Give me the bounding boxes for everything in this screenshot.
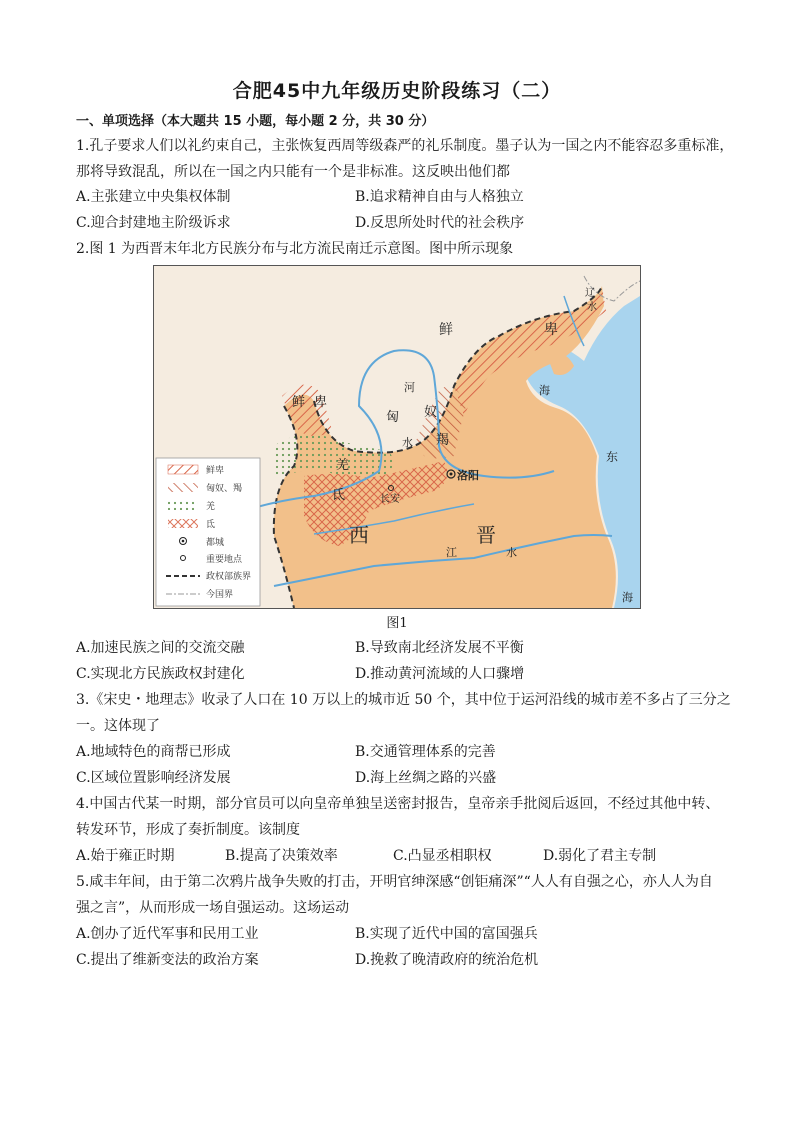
figure-caption: 图1: [386, 616, 408, 631]
label-sea-hai2: 海: [622, 591, 633, 604]
q4-option-a[interactable]: A.始于雍正时期: [76, 848, 175, 864]
q3-option-d[interactable]: D.海上丝绸之路的兴盛: [355, 770, 497, 786]
q2-option-c[interactable]: C.实现北方民族政权封建化: [76, 666, 245, 682]
label-liao-2: 水: [587, 302, 597, 313]
label-di: 氐: [332, 488, 346, 503]
q3-option-a[interactable]: A.地域特色的商帮已形成: [76, 744, 231, 760]
label-jie: 羯: [436, 433, 450, 448]
q3-stem-line2: 一。这体现了: [76, 718, 160, 734]
label-xianbei-w-2: 卑: [314, 395, 328, 410]
q4-option-b[interactable]: B.提高了决策效率: [225, 848, 338, 864]
legend-place: 重要地点: [206, 555, 243, 565]
label-sea-hai: 海: [539, 384, 550, 397]
q3-option-c[interactable]: C.区域位置影响经济发展: [76, 770, 231, 786]
q5-option-d[interactable]: D.挽救了晚清政府的统治危机: [355, 952, 539, 968]
label-jin: 晋: [476, 523, 496, 547]
map-svg: [154, 266, 640, 608]
legend-qiang-swatch: [168, 501, 198, 510]
q5-option-a[interactable]: A.创办了近代军事和民用工业: [76, 926, 259, 942]
q1-option-d[interactable]: D.反思所处时代的社会秩序: [355, 215, 525, 231]
q2-option-a[interactable]: A.加速民族之间的交流交融: [76, 640, 245, 656]
legend-di-swatch: [168, 519, 198, 528]
label-xianbei-w-1: 鲜: [292, 395, 306, 410]
label-xianbei-ne-2: 卑: [544, 322, 558, 338]
q5-stem-line2: 强之言”，从而形成一场自强运动。这场运动: [76, 900, 350, 916]
label-xi: 西: [349, 523, 369, 547]
q3-option-b[interactable]: B.交通管理体系的完善: [355, 744, 496, 760]
q4-stem-line2: 转发环节，形成了奏折制度。该制度: [76, 822, 300, 838]
q4-stem-line1: 4.中国古代某一时期，部分官员可以向皇帝单独呈送密封报告，皇帝亲手批阅后返回，不经过其他中转、: [76, 796, 720, 812]
q2-option-d[interactable]: D.推动黄河流域的人口骤增: [355, 666, 525, 682]
label-xianbei-ne-1: 鲜: [439, 322, 453, 338]
legend-qiang: 羌: [206, 502, 216, 512]
q5-option-b[interactable]: B.实现了近代中国的富国强兵: [355, 926, 538, 942]
legend-capital: 都城: [206, 538, 225, 548]
label-sea-dong: 东: [606, 450, 619, 464]
q1-option-b[interactable]: B.追求精神自由与人格独立: [355, 189, 524, 205]
legend-xiongnu-jie: 匈奴、羯: [206, 484, 243, 494]
q5-option-c[interactable]: C.提出了维新变法的政治方案: [76, 952, 259, 968]
q1-stem-line1: 1.孔子要求人们以礼约束自己，主张恢复西周等级森严的礼乐制度。墨子认为一国之内不能容忍多重标准，: [76, 138, 734, 154]
map-legend: [156, 458, 260, 606]
legend-border: 政权部族界: [206, 572, 252, 582]
label-luoyang: 洛阳: [457, 469, 479, 482]
q3-stem-line1: 3.《宋史・地理志》收录了人口在 10 万以上的城市近 50 个，其中位于运河沿线的城市差不多占了三分之: [76, 692, 731, 708]
label-xiongnu-2: 奴: [424, 405, 438, 420]
q2-stem-line1: 2.图 1 为西晋末年北方民族分布与北方流民南迁示意图。图中所示现象: [76, 241, 514, 257]
q4-option-d[interactable]: D.弱化了君主专制: [543, 848, 657, 864]
legend-xianbei-swatch: [168, 465, 198, 474]
legend-xiongnu-swatch: [168, 483, 198, 492]
legend-national: 今国界: [206, 590, 234, 600]
label-river-jiang-shui: 水: [506, 546, 517, 559]
label-qiang: 羌: [336, 458, 350, 473]
q1-stem-line2: 那将导致混乱，所以在一国之内只能有一个是非标准。这反映出他们都: [76, 164, 510, 180]
legend-di: 氐: [206, 520, 216, 530]
label-river-shui: 水: [402, 436, 413, 449]
page-title: 合肥45中九年级历史阶段练习（二）: [232, 80, 562, 102]
capital-luoyang-dot-icon: [450, 473, 453, 476]
legend-xianbei: 鲜卑: [206, 466, 225, 476]
q2-option-b[interactable]: B.导致南北经济发展不平衡: [355, 640, 524, 656]
label-river-he: 河: [404, 381, 415, 394]
q1-option-a[interactable]: A.主张建立中央集权体制: [76, 189, 231, 205]
q5-stem-line1: 5.咸丰年间，由于第二次鸦片战争失败的打击，开明官绅深感“创钜痛深”“人人有自强之心，亦人人为自: [76, 874, 713, 890]
q1-option-c[interactable]: C.迎合封建地主阶级诉求: [76, 215, 231, 231]
section-heading: 一、单项选择（本大题共 15 小题，每小题 2 分，共 30 分）: [76, 114, 435, 129]
label-river-jiang: 江: [446, 546, 457, 559]
label-xiongnu-1: 匈: [386, 410, 400, 425]
label-changan: 长安: [380, 494, 400, 505]
figure-1-map: [153, 265, 641, 609]
q4-option-c[interactable]: C.凸显丞相职权: [393, 848, 492, 864]
label-liao-1: 辽: [585, 288, 595, 299]
